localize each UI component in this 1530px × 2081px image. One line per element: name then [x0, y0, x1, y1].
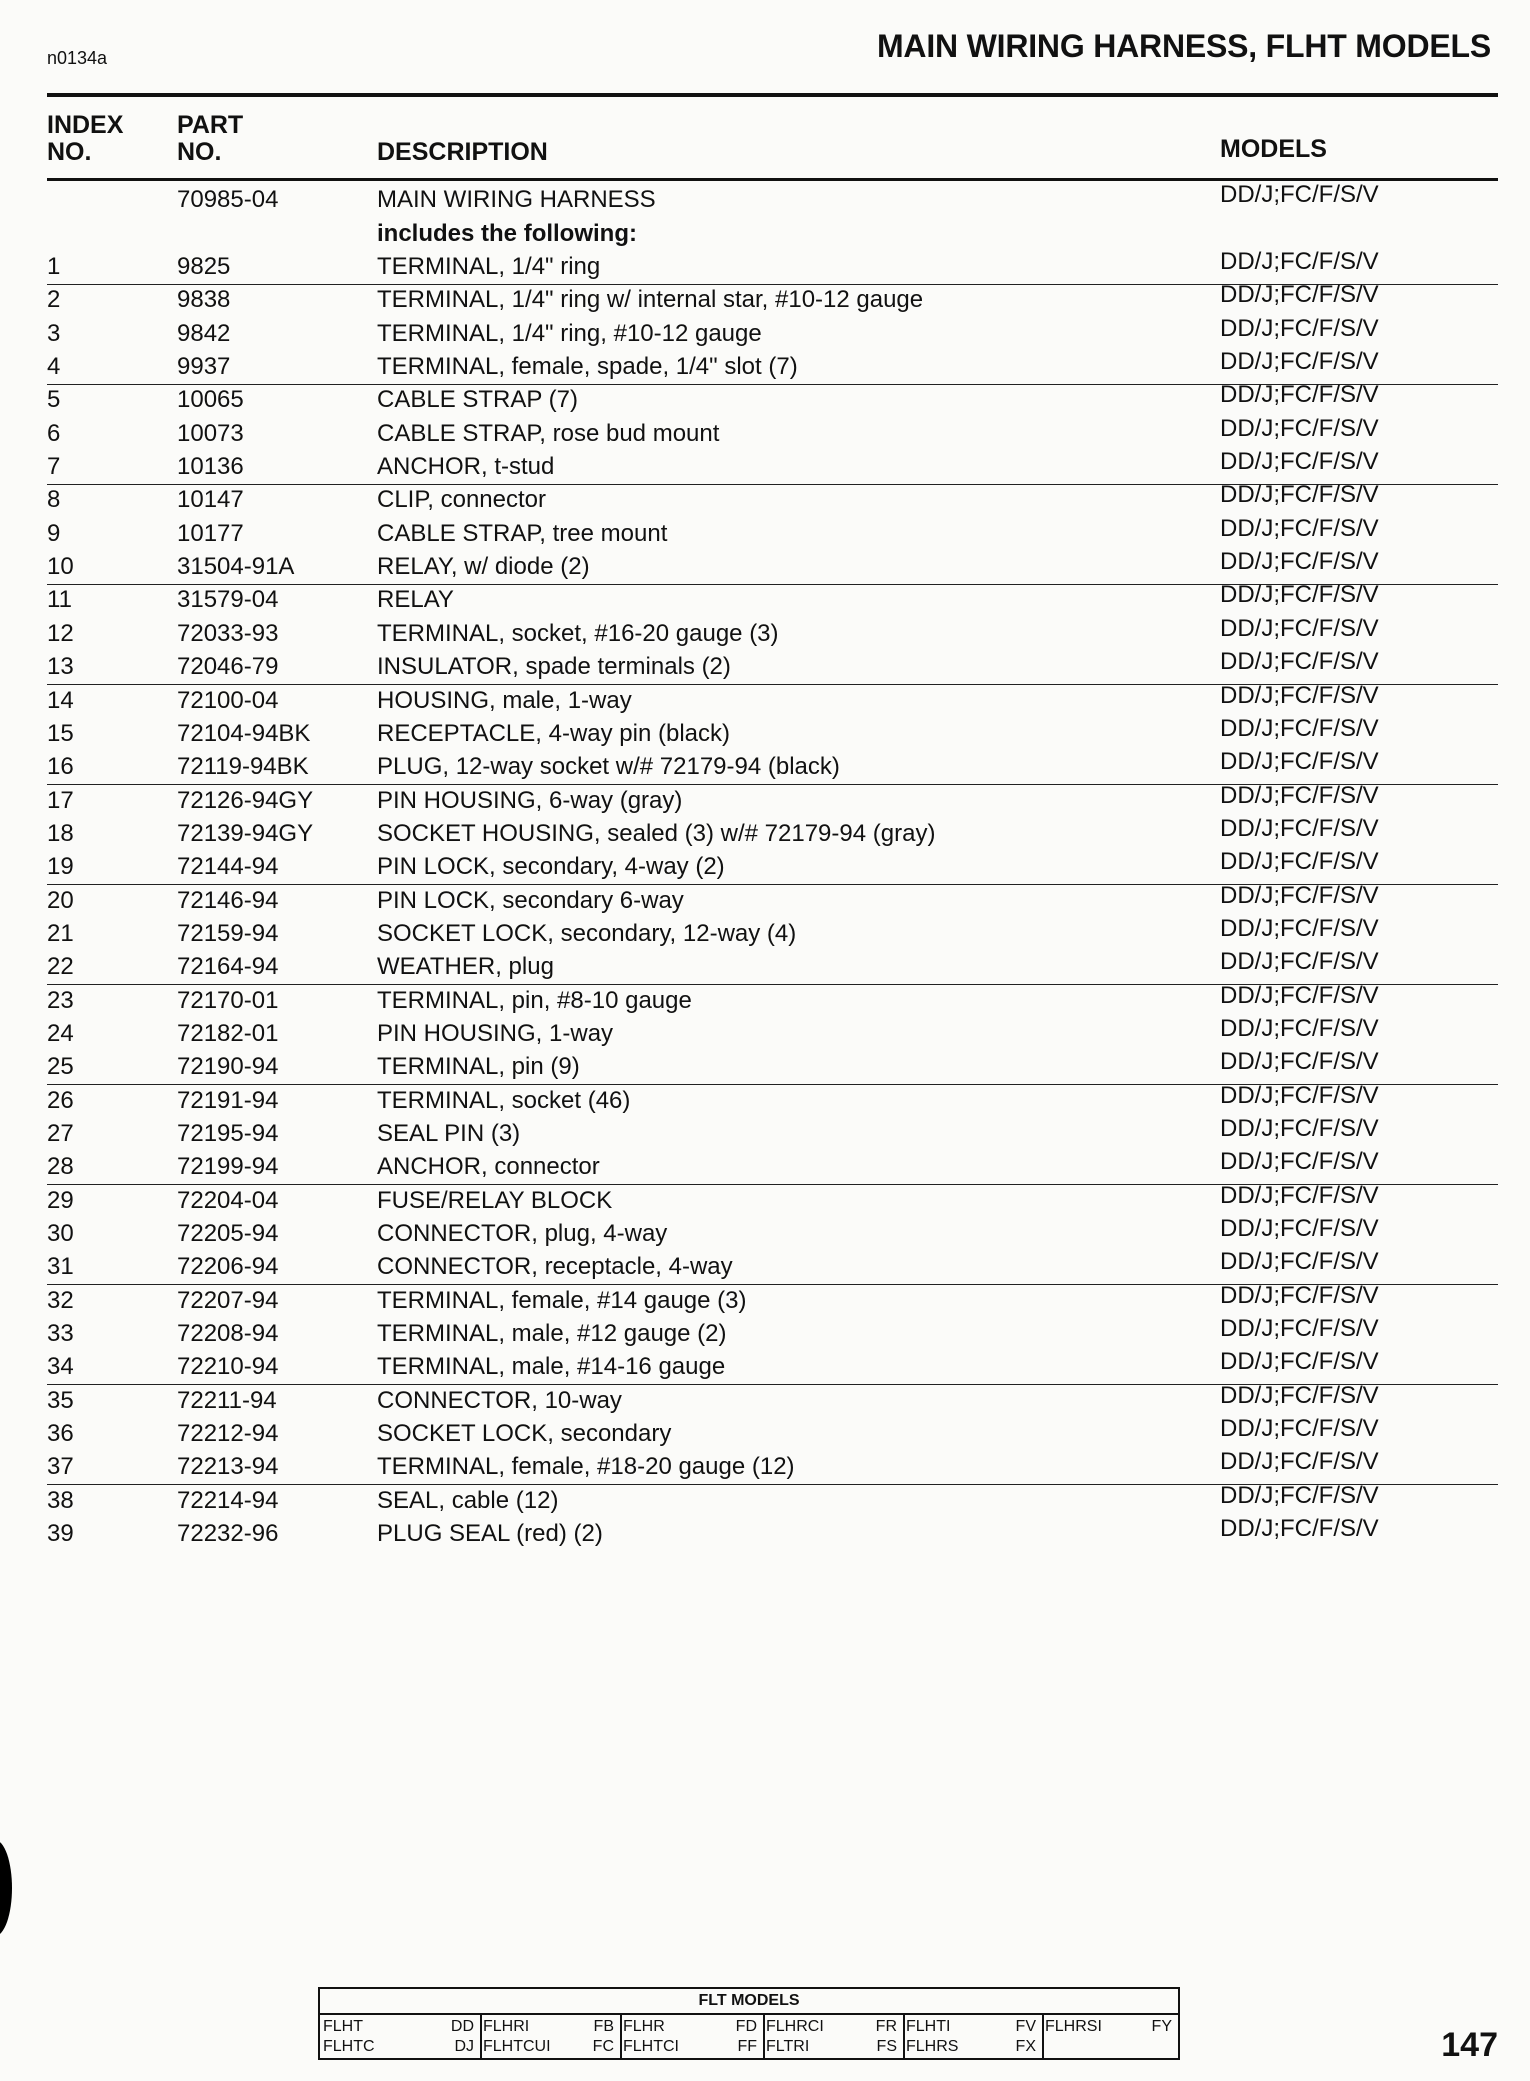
legend-model-name: FLHT	[323, 2018, 363, 2035]
table-row	[47, 414, 1498, 450]
part-number-cell: 72204-04	[177, 1186, 279, 1214]
table-row	[47, 1415, 1498, 1451]
scan-hole-mark	[0, 1840, 12, 1936]
table-row	[47, 314, 1498, 350]
part-number-cell: 72232-96	[177, 1520, 279, 1548]
legend-model-name: FLHRCI	[766, 2018, 824, 2035]
table-row	[47, 514, 1498, 550]
description-cell: FUSE/RELAY BLOCK	[377, 1186, 613, 1214]
models-cell: DD/J;FC/F/S/V	[1220, 1215, 1379, 1242]
index-cell: 20	[47, 886, 74, 914]
legend-model-code: FC	[592, 2038, 614, 2055]
legend-cell	[480, 2014, 620, 2058]
page-number: 147	[1441, 2026, 1498, 2064]
description-cell: SOCKET LOCK, secondary	[377, 1420, 672, 1448]
part-number-cell: 31504-91A	[177, 553, 295, 581]
description-cell: SEAL PIN (3)	[377, 1119, 521, 1147]
header-description: DESCRIPTION	[377, 138, 548, 166]
legend-cell	[903, 2014, 1042, 2058]
models-cell: DD/J;FC/F/S/V	[1220, 348, 1379, 376]
part-number-cell: 10136	[177, 453, 244, 481]
description-cell: TERMINAL, 1/4" ring w/ internal star, #10-12 gauge	[377, 286, 924, 314]
table-row	[47, 1381, 1498, 1417]
page-title: MAIN WIRING HARNESS, FLHT MODELS	[876, 28, 1491, 64]
models-cell: DD/J;FC/F/S/V	[1220, 1348, 1379, 1376]
table-row	[47, 181, 1498, 217]
description-cell: CABLE STRAP (7)	[377, 386, 578, 414]
legend-divider	[763, 2014, 765, 2058]
header-index-line2: NO.	[47, 138, 92, 166]
description-cell: ANCHOR, connector	[377, 1153, 600, 1181]
index-cell: 24	[47, 1019, 74, 1047]
index-cell: 32	[47, 1286, 74, 1314]
legend-divider	[903, 2014, 905, 2058]
models-cell: DD/J;FC/F/S/V	[1220, 481, 1379, 509]
legend-divider	[620, 2014, 622, 2058]
table-row	[47, 1348, 1498, 1384]
legend-model-name: FLHRSI	[1045, 2018, 1102, 2035]
legend-model-name: FLHRS	[906, 2038, 959, 2055]
models-cell: DD/J;FC/F/S/V	[1220, 1415, 1379, 1443]
legend-model-code: FV	[1015, 2018, 1036, 2035]
description-cell: SOCKET LOCK, secondary, 12-way (4)	[377, 919, 797, 947]
index-cell: 36	[47, 1420, 74, 1448]
legend-model-name: FLHR	[623, 2018, 665, 2035]
description-cell: TERMINAL, female, #14 gauge (3)	[377, 1286, 747, 1314]
index-cell: 12	[47, 619, 74, 647]
models-cell: DD/J;FC/F/S/V	[1220, 581, 1379, 609]
index-cell: 1	[47, 253, 61, 281]
table-row	[47, 1515, 1498, 1551]
part-number-cell: 72046-79	[177, 653, 279, 681]
description-cell: RECEPTACLE, 4-way pin (black)	[377, 719, 730, 747]
description-cell: TERMINAL, male, #14-16 gauge	[377, 1353, 726, 1381]
models-cell: DD/J;FC/F/S/V	[1220, 1515, 1379, 1543]
legend-cell	[320, 2014, 480, 2058]
models-cell: DD/J;FC/F/S/V	[1220, 614, 1379, 642]
index-cell: 13	[47, 653, 74, 681]
part-number-cell: 72100-04	[177, 686, 279, 714]
legend-divider	[480, 2014, 482, 2058]
models-cell: DD/J;FC/F/S/V	[1220, 1448, 1379, 1476]
description-cell: CONNECTOR, receptacle, 4-way	[377, 1253, 733, 1281]
description-cell: CONNECTOR, plug, 4-way	[377, 1220, 668, 1247]
description-cell: PIN LOCK, secondary 6-way	[377, 886, 684, 914]
part-number-cell: 9825	[177, 253, 231, 281]
header-part-line2: NO.	[177, 138, 222, 166]
legend-title: FLT MODELS	[698, 1992, 800, 2009]
description-cell: RELAY, w/ diode (2)	[377, 553, 590, 581]
table-row	[47, 948, 1498, 984]
description-cell: TERMINAL, female, #18-20 gauge (12)	[377, 1453, 795, 1481]
table-row	[47, 1048, 1498, 1084]
models-cell: DD/J;FC/F/S/V	[1220, 248, 1379, 276]
models-cell: DD/J;FC/F/S/V	[1220, 181, 1379, 209]
description-cell: TERMINAL, 1/4" ring	[377, 253, 601, 281]
models-cell: DD/J;FC/F/S/V	[1220, 948, 1379, 976]
part-number-cell: 31579-04	[177, 586, 279, 614]
description-cell: SOCKET HOUSING, sealed (3) w/# 72179-94 (gray)	[377, 819, 936, 847]
models-cell: DD/J;FC/F/S/V	[1220, 1381, 1379, 1409]
models-legend	[318, 1987, 1180, 2060]
table-row	[47, 217, 1498, 250]
legend-model-name: FLTRI	[766, 2038, 810, 2055]
index-cell: 28	[47, 1153, 74, 1181]
part-number-cell: 10073	[177, 419, 244, 447]
legend-cell	[620, 2014, 763, 2058]
models-cell: DD/J;FC/F/S/V	[1220, 1315, 1379, 1343]
legend-model-code: FX	[1015, 2038, 1036, 2055]
index-cell: 7	[47, 453, 61, 481]
index-cell: 9	[47, 519, 61, 547]
part-number-cell: 72139-94GY	[177, 819, 314, 847]
table-row	[47, 348, 1498, 384]
index-cell: 38	[47, 1486, 74, 1514]
index-cell: 25	[47, 1053, 74, 1081]
index-cell: 23	[47, 986, 74, 1014]
description-cell: MAIN WIRING HARNESS	[377, 186, 656, 214]
table-row	[47, 814, 1498, 851]
description-cell: WEATHER, plug	[377, 953, 554, 981]
index-cell: 15	[47, 719, 74, 747]
part-number-cell: 9937	[177, 353, 231, 381]
table-row	[47, 881, 1498, 917]
index-cell: 6	[47, 419, 61, 447]
part-number-cell: 72126-94GY	[177, 786, 314, 814]
description-cell: TERMINAL, socket, #16-20 gauge (3)	[377, 619, 779, 647]
table-row	[47, 1181, 1498, 1217]
table-row	[47, 614, 1498, 650]
index-cell: 19	[47, 853, 74, 881]
table-row	[47, 1281, 1498, 1317]
part-number-cell: 72119-94BK	[177, 753, 309, 781]
parts-table-body	[47, 181, 1498, 1551]
part-number-cell: 72208-94	[177, 1320, 279, 1348]
part-number-cell: 10065	[177, 386, 244, 414]
part-number-cell: 72210-94	[177, 1353, 279, 1381]
part-number-cell: 72211-94	[177, 1386, 277, 1414]
index-cell: 11	[47, 586, 72, 614]
models-cell: DD/J;FC/F/S/V	[1220, 1114, 1379, 1142]
table-row	[47, 1315, 1498, 1351]
models-cell: DD/J;FC/F/S/V	[1220, 848, 1379, 876]
description-cell: PIN LOCK, secondary, 4-way (2)	[377, 853, 725, 881]
part-number-cell: 72190-94	[177, 1053, 279, 1081]
legend-model-name: FLHRI	[483, 2018, 530, 2035]
legend-model-code: FY	[1151, 2018, 1172, 2035]
models-cell: DD/J;FC/F/S/V	[1220, 1048, 1379, 1076]
models-cell: DD/J;FC/F/S/V	[1220, 1248, 1379, 1276]
table-row	[47, 714, 1498, 751]
legend-model-name: FLHTCUI	[483, 2038, 551, 2055]
table-row	[47, 581, 1498, 617]
description-cell: PLUG SEAL (red) (2)	[377, 1520, 603, 1548]
index-cell: 14	[47, 686, 74, 714]
description-cell: SEAL, cable (12)	[377, 1486, 559, 1514]
table-row	[47, 281, 1498, 317]
models-cell: DD/J;FC/F/S/V	[1220, 1481, 1379, 1509]
models-cell: DD/J;FC/F/S/V	[1220, 748, 1379, 776]
legend-model-code: FF	[737, 2038, 757, 2055]
description-cell: CABLE STRAP, tree mount	[377, 519, 668, 547]
legend-model-code: FS	[876, 2038, 897, 2055]
header-part-line1: PART	[177, 111, 244, 139]
models-cell: DD/J;FC/F/S/V	[1220, 814, 1379, 842]
part-number-cell: 72159-94	[177, 919, 279, 947]
table-row	[47, 1215, 1498, 1251]
description-cell: PIN HOUSING, 6-way (gray)	[377, 786, 683, 814]
index-cell: 8	[47, 486, 61, 514]
legend-model-code: FR	[875, 2018, 897, 2035]
legend-model-name: FLHTC	[323, 2038, 375, 2055]
legend-cell	[1042, 2014, 1178, 2058]
index-cell: 3	[47, 319, 61, 347]
index-cell: 5	[47, 386, 61, 414]
models-cell: DD/J;FC/F/S/V	[1220, 281, 1379, 309]
index-cell: 17	[47, 786, 74, 814]
models-cell: DD/J;FC/F/S/V	[1220, 681, 1379, 709]
models-cell: DD/J;FC/F/S/V	[1220, 914, 1379, 942]
models-cell: DD/J;FC/F/S/V	[1220, 714, 1379, 742]
table-row	[47, 648, 1498, 684]
part-number-cell: 72182-01	[177, 1019, 279, 1047]
part-number-cell: 72199-94	[177, 1153, 279, 1181]
part-number-cell: 9842	[177, 319, 231, 347]
table-row	[47, 914, 1498, 951]
part-number-cell: 9838	[177, 286, 231, 314]
part-number-cell: 72164-94	[177, 953, 279, 981]
table-row	[47, 1481, 1498, 1517]
part-number-cell: 72170-01	[177, 986, 279, 1014]
models-cell: DD/J;FC/F/S/V	[1220, 314, 1379, 342]
header-index-line1: INDEX	[47, 111, 124, 139]
table-row	[47, 981, 1498, 1017]
table-row	[47, 1448, 1498, 1484]
description-cell: ANCHOR, t-stud	[377, 453, 555, 481]
header-part	[177, 112, 243, 166]
models-cell: DD/J;FC/F/S/V	[1220, 1148, 1379, 1176]
models-cell: DD/J;FC/F/S/V	[1220, 414, 1379, 442]
part-number-cell: 72144-94	[177, 853, 279, 881]
table-row	[47, 481, 1498, 517]
models-cell: DD/J;FC/F/S/V	[1220, 781, 1379, 809]
legend-model-name: FLHTI	[906, 2018, 951, 2035]
legend-model-code: FB	[593, 2018, 614, 2035]
index-cell: 33	[47, 1320, 74, 1348]
description-cell: TERMINAL, 1/4" ring, #10-12 gauge	[377, 319, 762, 347]
index-cell: 31	[47, 1253, 74, 1281]
table-row	[47, 848, 1498, 884]
index-cell: 30	[47, 1220, 74, 1247]
table-row	[47, 381, 1498, 417]
models-cell: DD/J;FC/F/S/V	[1220, 1081, 1379, 1109]
part-number-cell: 72033-93	[177, 619, 279, 647]
description-cell: PLUG, 12-way socket w/# 72179-94 (black)	[377, 753, 840, 781]
document-code: n0134a	[47, 48, 108, 68]
part-number-cell: 72104-94BK	[177, 719, 311, 747]
top-rule	[47, 93, 1498, 97]
index-cell: 27	[47, 1119, 74, 1147]
index-cell: 26	[47, 1086, 74, 1114]
index-cell: 21	[47, 919, 74, 947]
part-number-cell: 72191-94	[177, 1086, 279, 1114]
models-cell: DD/J;FC/F/S/V	[1220, 448, 1379, 476]
description-cell: TERMINAL, pin (9)	[377, 1053, 580, 1081]
part-number-cell: 10177	[177, 519, 244, 547]
table-row	[47, 681, 1498, 717]
index-cell: 2	[47, 286, 61, 314]
part-number-cell: 72214-94	[177, 1486, 279, 1514]
part-number-cell: 72213-94	[177, 1453, 279, 1481]
part-number-cell: 10147	[177, 486, 244, 514]
table-row	[47, 1148, 1498, 1184]
models-cell: DD/J;FC/F/S/V	[1220, 1014, 1379, 1042]
table-row	[47, 1081, 1498, 1117]
legend-divider	[1042, 2014, 1044, 2058]
index-cell: 35	[47, 1386, 74, 1414]
description-cell: INSULATOR, spade terminals (2)	[377, 653, 731, 681]
models-cell: DD/J;FC/F/S/V	[1220, 1281, 1379, 1309]
models-cell: DD/J;FC/F/S/V	[1220, 648, 1379, 676]
models-cell: DD/J;FC/F/S/V	[1220, 381, 1379, 409]
models-cell: DD/J;FC/F/S/V	[1220, 881, 1379, 909]
index-cell: 4	[47, 353, 61, 381]
index-cell: 18	[47, 819, 74, 847]
table-row	[47, 748, 1498, 784]
models-cell: DD/J;FC/F/S/V	[1220, 1181, 1379, 1209]
table-row	[47, 248, 1498, 284]
index-cell: 10	[47, 553, 74, 581]
legend-model-code: DJ	[454, 2038, 474, 2055]
description-cell: TERMINAL, male, #12 gauge (2)	[377, 1320, 727, 1348]
index-cell: 22	[47, 953, 74, 981]
description-cell: TERMINAL, pin, #8-10 gauge	[377, 986, 692, 1014]
description-cell: PIN HOUSING, 1-way	[377, 1019, 614, 1047]
models-cell: DD/J;FC/F/S/V	[1220, 548, 1379, 576]
index-cell: 29	[47, 1186, 74, 1214]
part-number-cell: 72207-94	[177, 1286, 279, 1314]
table-row	[47, 548, 1498, 584]
description-cell: CONNECTOR, 10-way	[377, 1386, 622, 1414]
index-cell: 16	[47, 753, 74, 781]
part-number-cell: 70985-04	[177, 186, 279, 214]
legend-model-name: FLHTCI	[623, 2038, 679, 2055]
table-row	[47, 1014, 1498, 1051]
index-cell: 34	[47, 1353, 74, 1381]
part-number-cell: 72146-94	[177, 886, 279, 914]
part-number-cell: 72206-94	[177, 1253, 279, 1281]
header-index	[47, 112, 123, 166]
description-cell: HOUSING, male, 1-way	[377, 686, 632, 714]
description-cell: CABLE STRAP, rose bud mount	[377, 419, 720, 447]
table-row	[47, 1248, 1498, 1284]
part-number-cell: 72205-94	[177, 1220, 279, 1247]
models-cell: DD/J;FC/F/S/V	[1220, 514, 1379, 542]
part-number-cell: 72212-94	[177, 1420, 279, 1448]
table-header	[47, 110, 1498, 178]
models-cell: DD/J;FC/F/S/V	[1220, 981, 1379, 1009]
table-row	[47, 781, 1498, 817]
legend-model-code: FD	[735, 2018, 757, 2035]
description-cell: TERMINAL, socket (46)	[377, 1086, 631, 1114]
table-row	[47, 1114, 1498, 1151]
legend-model-code: DD	[450, 2018, 474, 2035]
legend-cell	[763, 2014, 903, 2058]
description-cell: CLIP, connector	[377, 486, 546, 514]
description-cell: RELAY	[377, 586, 454, 614]
description-cell: TERMINAL, female, spade, 1/4" slot (7)	[377, 353, 798, 381]
header-models: MODELS	[1220, 135, 1327, 163]
description-cell: includes the following:	[377, 219, 637, 247]
part-number-cell: 72195-94	[177, 1119, 279, 1147]
index-cell: 37	[47, 1453, 74, 1481]
index-cell: 39	[47, 1520, 74, 1548]
table-row	[47, 448, 1498, 484]
